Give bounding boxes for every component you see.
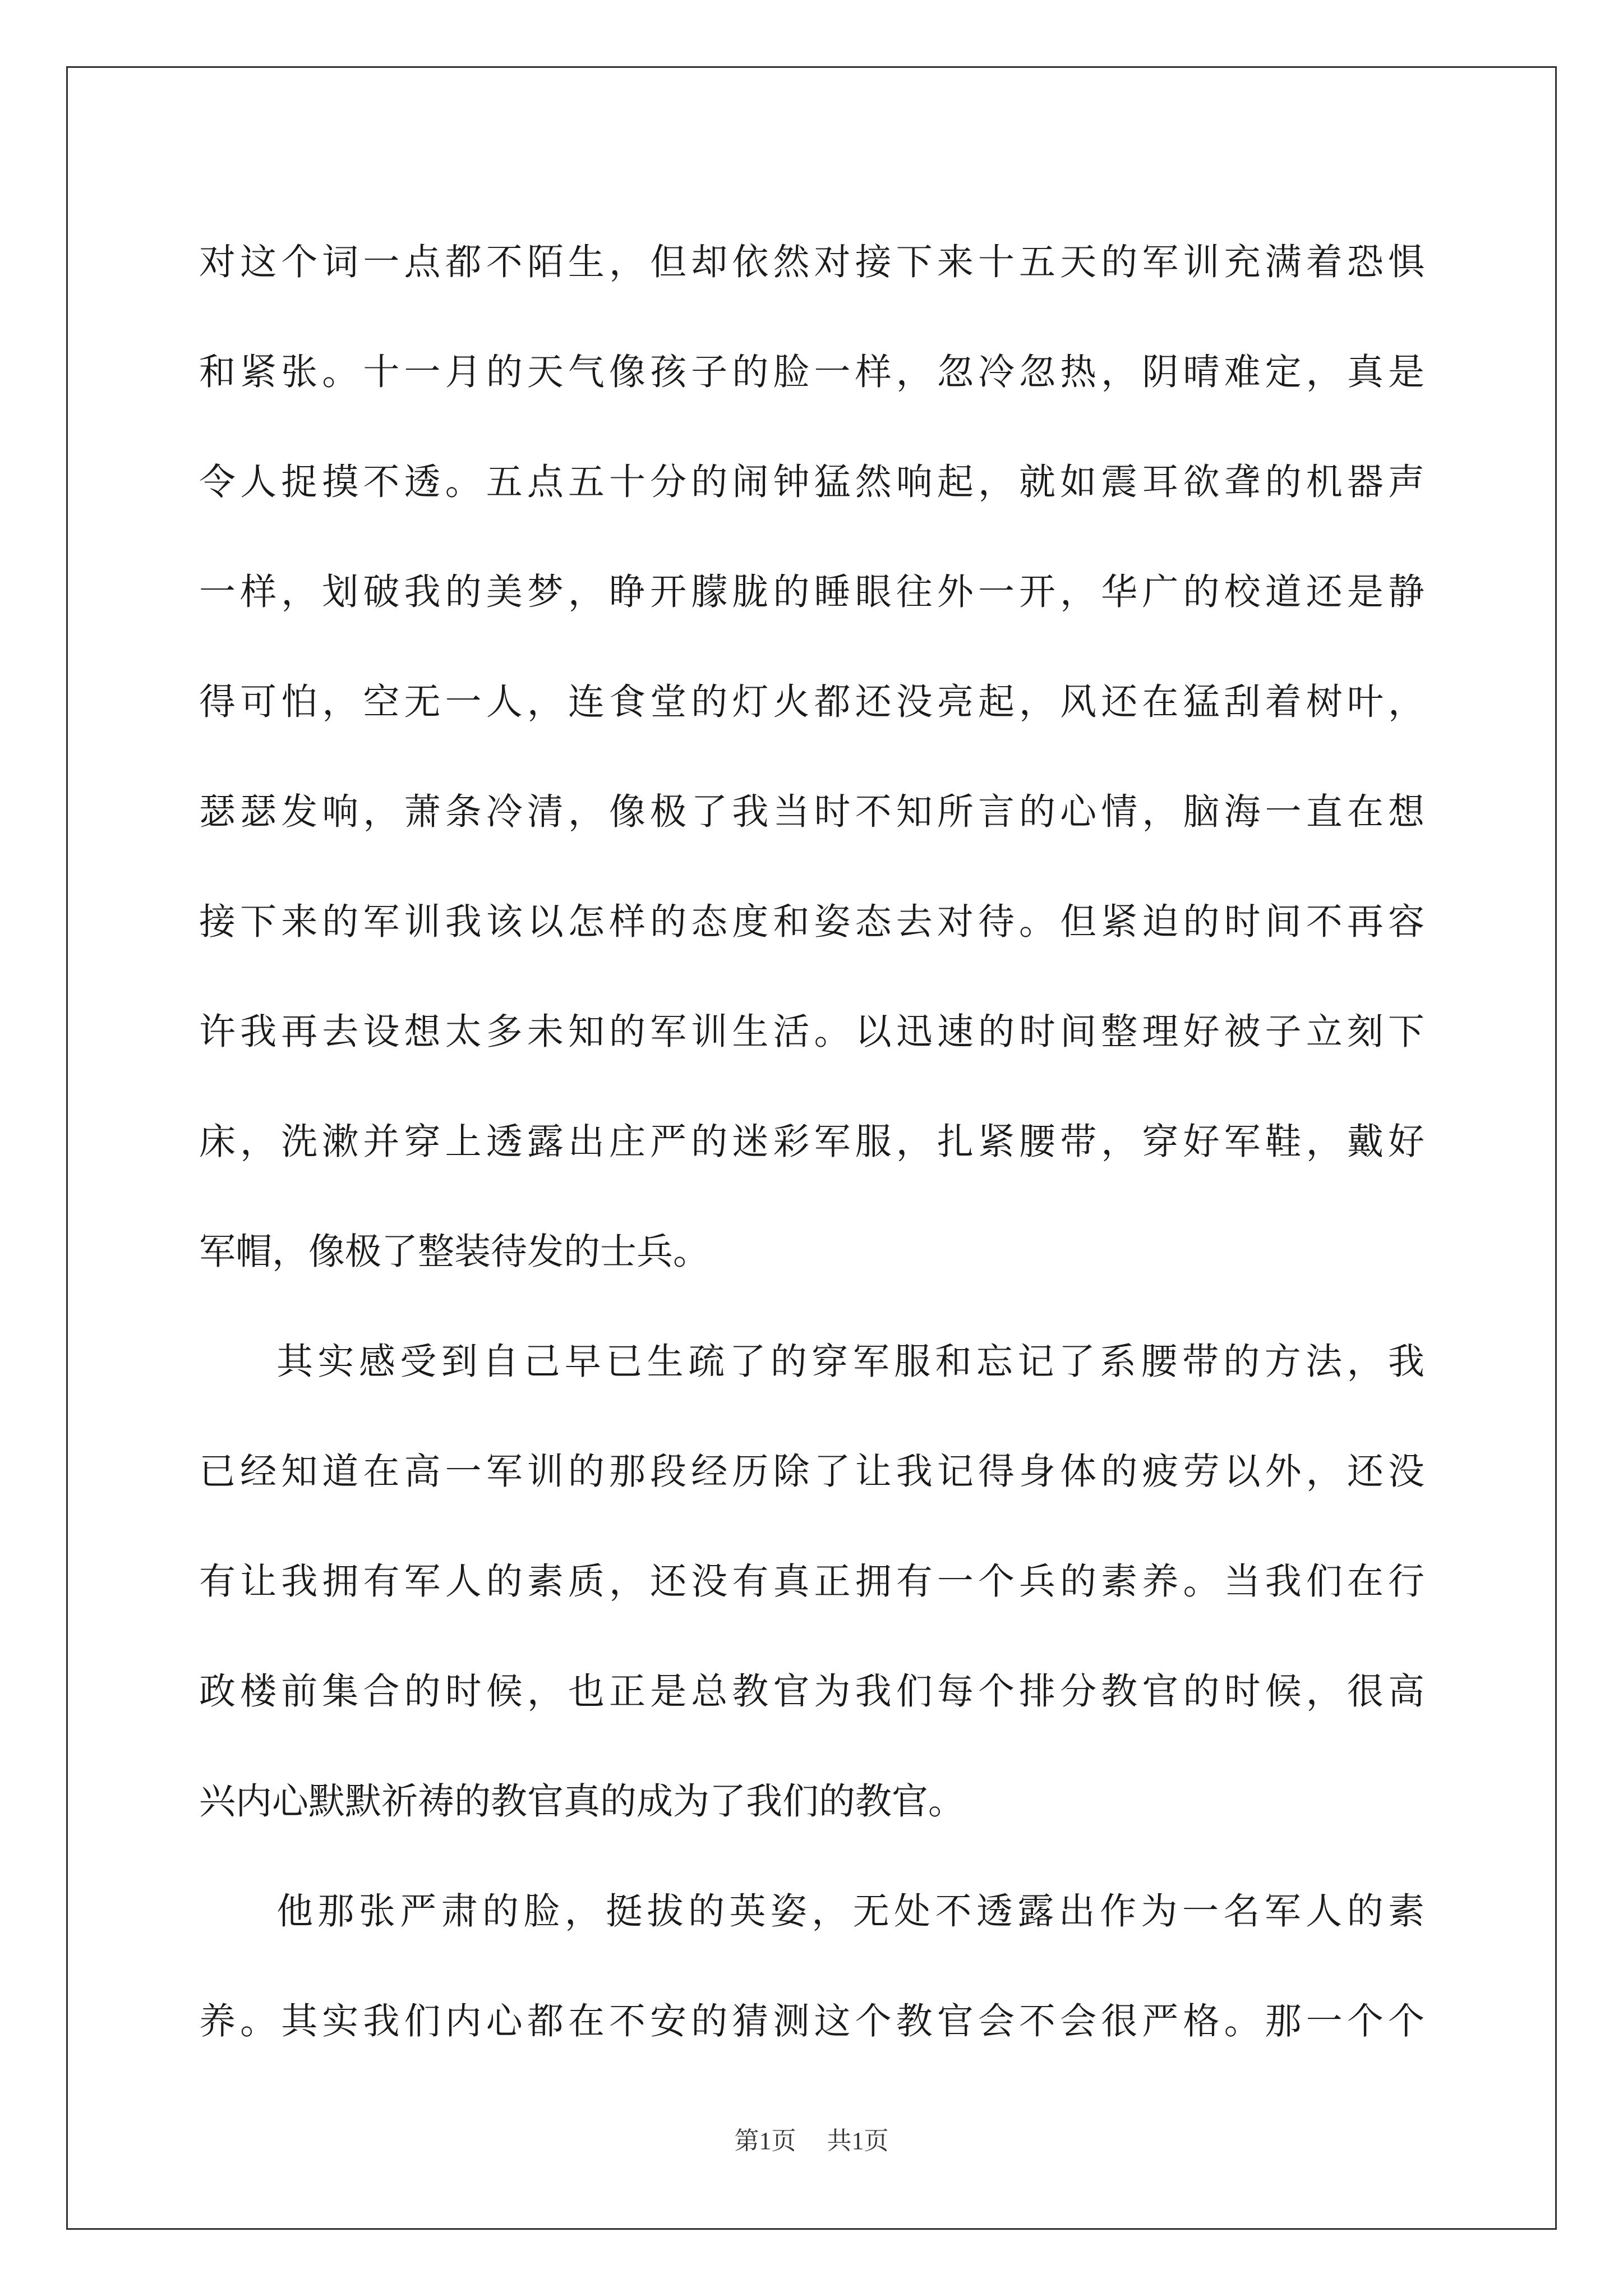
paragraph-2-line-3: 有让我拥有军人的素质，还没有真正拥有一个兵的素养。当我们在行: [199, 1561, 1424, 1603]
paragraph-1-line-1: 对这个词一点都不陌生，但却依然对接下来十五天的军训充满着恐惧: [199, 241, 1424, 283]
page-number-label: 第1页: [734, 2127, 796, 2155]
paragraph-1-line-6: 瑟瑟发响，萧条冷清，像极了我当时不知所言的心情，脑海一直在想: [199, 791, 1424, 833]
paragraph-1-line-2: 和紧张。十一月的天气像孩子的脸一样，忽冷忽热，阴晴难定，真是: [199, 351, 1424, 393]
paragraph-1-line-8: 许我再去设想太多未知的军训生活。以迅速的时间整理好被子立刻下: [199, 1011, 1424, 1053]
paragraph-1-line-4: 一样，划破我的美梦，睁开朦胧的睡眼往外一开，华广的校道还是静: [199, 571, 1424, 613]
paragraph-1-line-9: 床，洗漱并穿上透露出庄严的迷彩军服，扎紧腰带，穿好军鞋，戴好: [199, 1121, 1424, 1163]
paragraph-2-line-5: 兴内心默默祈祷的教官真的成为了我们的教官。: [199, 1780, 965, 1823]
page-footer: [0, 2120, 1623, 2156]
paragraph-2-line-1: 其实感受到自己早已生疏了的穿军服和忘记了系腰带的方法，我: [276, 1341, 1424, 1383]
paragraph-3-line-2: 养。其实我们内心都在不安的猜测这个教官会不会很严格。那一个个: [199, 2000, 1424, 2042]
page-total-label: 共1页: [827, 2127, 889, 2155]
paragraph-2-line-2: 已经知道在高一军训的那段经历除了让我记得身体的疲劳以外，还没: [199, 1451, 1424, 1493]
paragraph-1-line-10: 军帽，像极了整装待发的士兵。: [199, 1231, 710, 1273]
paragraph-2-line-4: 政楼前集合的时候，也正是总教官为我们每个排分教官的时候，很高: [199, 1671, 1424, 1713]
paragraph-1-line-3: 令人捉摸不透。五点五十分的闹钟猛然响起，就如震耳欲聋的机器声: [199, 461, 1424, 503]
paragraph-1-line-5: 得可怕，空无一人，连食堂的灯火都还没亮起，风还在猛刮着树叶，: [199, 681, 1424, 723]
paragraph-3-line-1: 他那张严肃的脸，挺拔的英姿，无处不透露出作为一名军人的素: [276, 1890, 1424, 1932]
paragraph-1-line-7: 接下来的军训我该以怎样的态度和姿态去对待。但紧迫的时间不再容: [199, 901, 1424, 943]
document-body: [199, 208, 1424, 2077]
